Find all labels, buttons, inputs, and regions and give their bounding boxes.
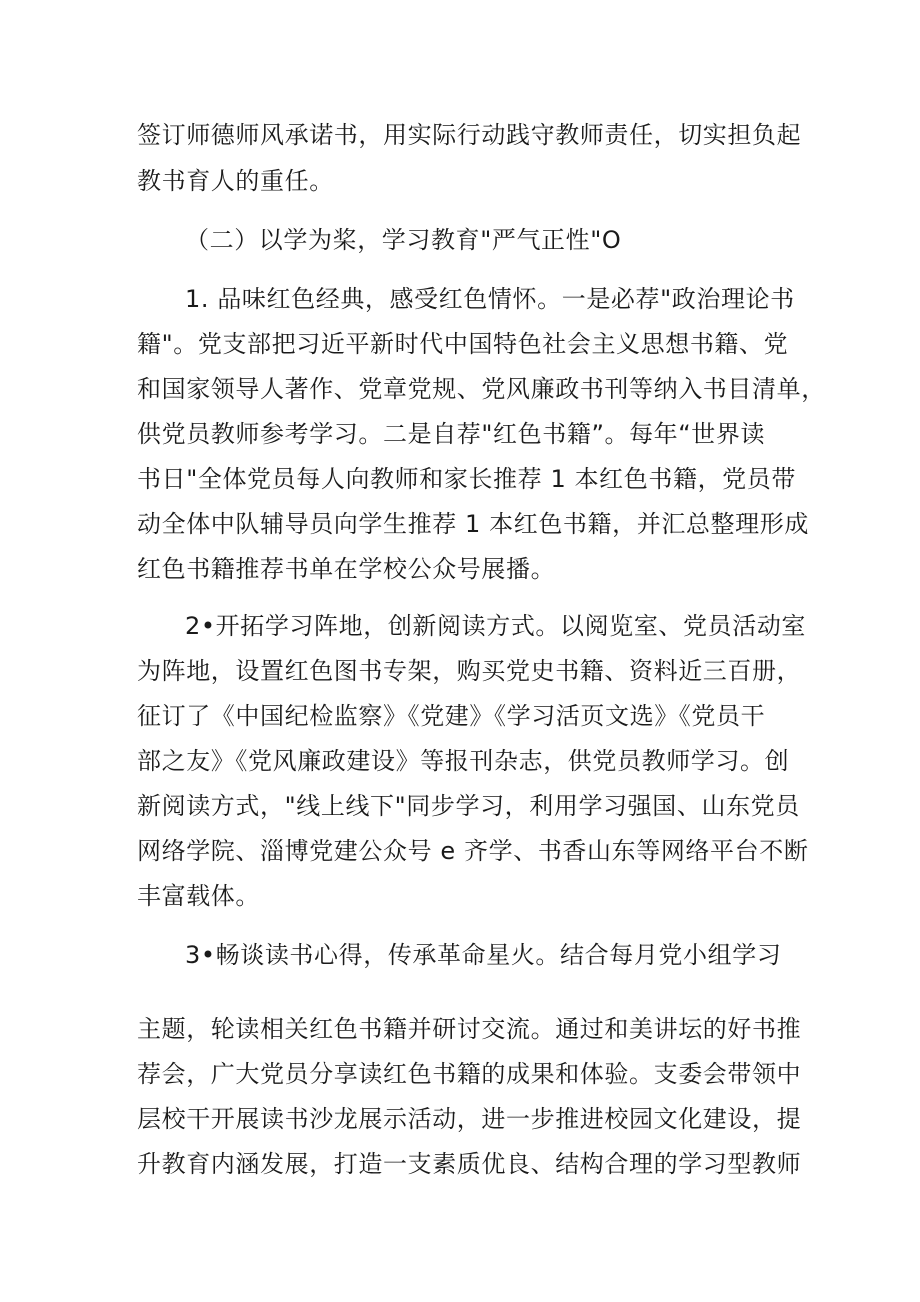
item1-line: 红色书籍推荐书单在学校公众号展播。: [137, 555, 556, 583]
intro-line: 签订师德师风承诺书，用实际行动践守教师责任，切实担负起: [137, 121, 802, 149]
item2-line: 征订了《中国纪检监察》《党建》《学习活页文选》《党员干: [137, 702, 766, 730]
section-heading: （二）以学为桨，学习教育"严气正性"O: [185, 226, 622, 254]
item2-line: 网络学院、淄博党建公众号 e 齐学、书香山东等网络平台不断: [137, 837, 809, 865]
item1-line: 供党员教师参考学习。二是自荐"红色书籍”。每年“世界读: [137, 420, 766, 448]
item1-line: 和国家领导人著作、党章党规、党风廉政书刊等纳入书目清单，: [137, 375, 826, 403]
item1-line: 动全体中队辅导员向学生推荐 1 本红色书籍，并汇总整理形成: [137, 510, 809, 538]
item1-line: 籍"。党支部把习近平新时代中国特色社会主义思想书籍、党: [137, 330, 789, 358]
item3-line: 升教育内涵发展，打造一支素质优良、结构合理的学习型教师: [137, 1150, 802, 1178]
item3-line: 主题，轮读相关红色书籍并研讨交流。通过和美讲坛的好书推: [137, 1015, 802, 1043]
item2-line: 部之友》《党风廉政建设》等报刊杂志，供党员教师学习。创: [137, 747, 790, 775]
item1-line: 1. 品味红色经典，感受红色情怀。一是必荐"政治理论书: [185, 285, 795, 313]
intro-line: 教书育人的重任。: [137, 167, 334, 195]
item3-line: 3•畅谈读书心得，传承革命星火。结合每月党小组学习: [185, 941, 782, 969]
item2-line: 丰富载体。: [137, 882, 260, 910]
item2-line: 为阵地，设置红色图书专架，购买党史书籍、资料近三百册，: [137, 657, 802, 685]
item2-line: 新阅读方式，"线上线下"同步学习，利用学习强国、山东党员: [137, 792, 800, 820]
item1-line: 书日"全体党员每人向教师和家长推荐 1 本红色书籍，党员带: [137, 465, 796, 493]
item3-line: 层校干开展读书沙龙展示活动，进一步推进校园文化建设，提: [137, 1105, 802, 1133]
item2-line: 2•开拓学习阵地，创新阅读方式。以阅览室、党员活动室: [185, 612, 807, 640]
item3-line: 荐会，广大党员分享读红色书籍的成果和体验。支委会带领中: [137, 1060, 802, 1088]
